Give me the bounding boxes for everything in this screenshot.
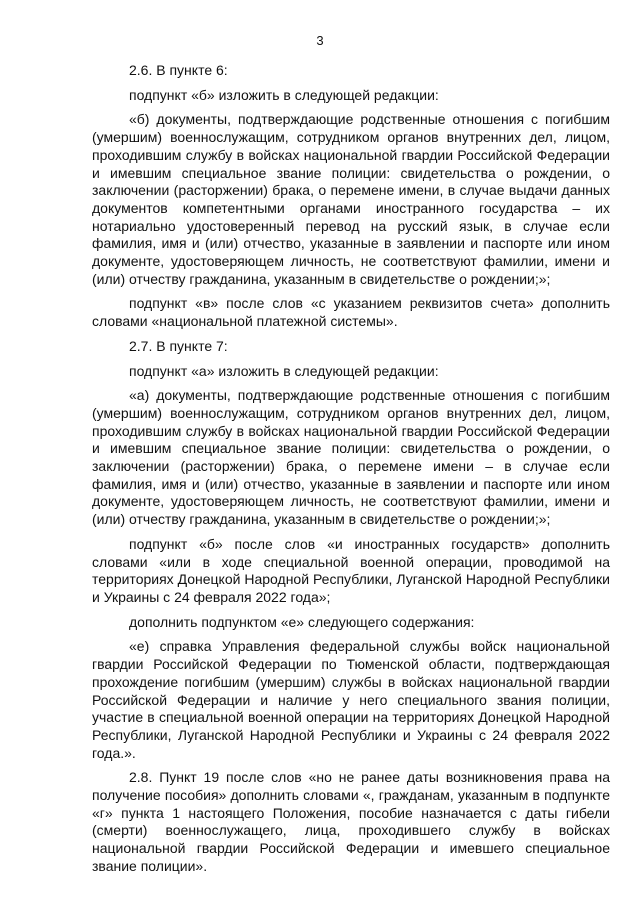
paragraph-subitem-e-intro: дополнить подпунктом «е» следующего содержания: bbox=[129, 613, 475, 630]
paragraph-2-8: 2.8. Пункт 19 после слов «но не ранее даты возникновения права на получение пособия» дополнить словами «, гражданам, указанным в подпункте «г» пункта 1 настоящего Положения, пособие назначается с даты гибели (смерти) военнослужащего, лица, проходившего службу в войсках национальной гвардии Российской Федерации и имевшего специальное звание полиции». bbox=[92, 769, 610, 874]
paragraph-2-6-heading: 2.6. В пункте 6: bbox=[129, 62, 228, 78]
paragraph-subitem-b-intro: подпункт «б» изложить в следующей редакции: bbox=[129, 86, 439, 103]
paragraph-subitem-b-amendment: подпункт «б» после слов «и иностранных государств» дополнить словами «или в ходе специальной военной операции, проводимой на территориях Донецкой Народной Республики, Луганской Народной Республики и Украины с 24 февраля 2022 года»; bbox=[92, 535, 610, 605]
paragraph-subitem-v-amendment: подпункт «в» после слов «с указанием реквизитов счета» дополнить словами «национальной платежной системы». bbox=[92, 295, 610, 330]
paragraph-subitem-a-intro: подпункт «а» изложить в следующей редакции: bbox=[129, 362, 439, 379]
page-number: 3 bbox=[316, 33, 324, 48]
document-body bbox=[92, 62, 610, 883]
paragraph-subitem-e-text: «е) справка Управления федеральной службы войск национальной гвардии Российской Федерации по Тюменской области, подтверждающая прохождение погибшим (умершим) службы в войсках национальной гвардии Российской Федерации и наличие у него специального звания полиции, участие в специальной военной операции на территориях Донецкой Народной Республики, Луганской Народной Республики и Украины с 24 февраля 2022 года.». bbox=[92, 638, 610, 761]
paragraph-2-7-heading: 2.7. В пункте 7: bbox=[129, 337, 228, 354]
paragraph-subitem-b-text: «б) документы, подтверждающие родственные отношения с погибшим (умершим) военнослужащим, сотрудником органов внутренних дел, лицом, проходившим службу в войсках национальной гвардии Российской Федерации и имевшим специальное звание полиции: свидетельства о рождении, о заключении (расторжении) брака, о перемене имени, в случае выдачи данных документов компетентными органами иностранного государства – их нотариально удостоверенный перевод на русский язык, в случае если фамилия, имя и (или) отчество, указанные в заявлении и паспорте или ином документе, удостоверяющем личность, не соответствуют фамилии, имени и (или) отчеству гражданина, указанным в свидетельстве о рождении;»; bbox=[92, 111, 610, 287]
paragraph-subitem-a-text: «а) документы, подтверждающие родственные отношения с погибшим (умершим) военнослужащим, сотрудником органов внутренних дел, лицом, проходившим службу в войсках национальной гвардии Российской Федерации и имевшим специальное звание полиции: свидетельства о рождении, о заключении (расторжении) брака, о перемене имени – в случае если фамилия, имя и (или) отчество, указанные в заявлении и паспорте или ином документе, удостоверяющем личность, не соответствуют фамилии, имени и (или) отчеству гражданина, указанным в свидетельстве о рождении;»; bbox=[92, 387, 610, 528]
